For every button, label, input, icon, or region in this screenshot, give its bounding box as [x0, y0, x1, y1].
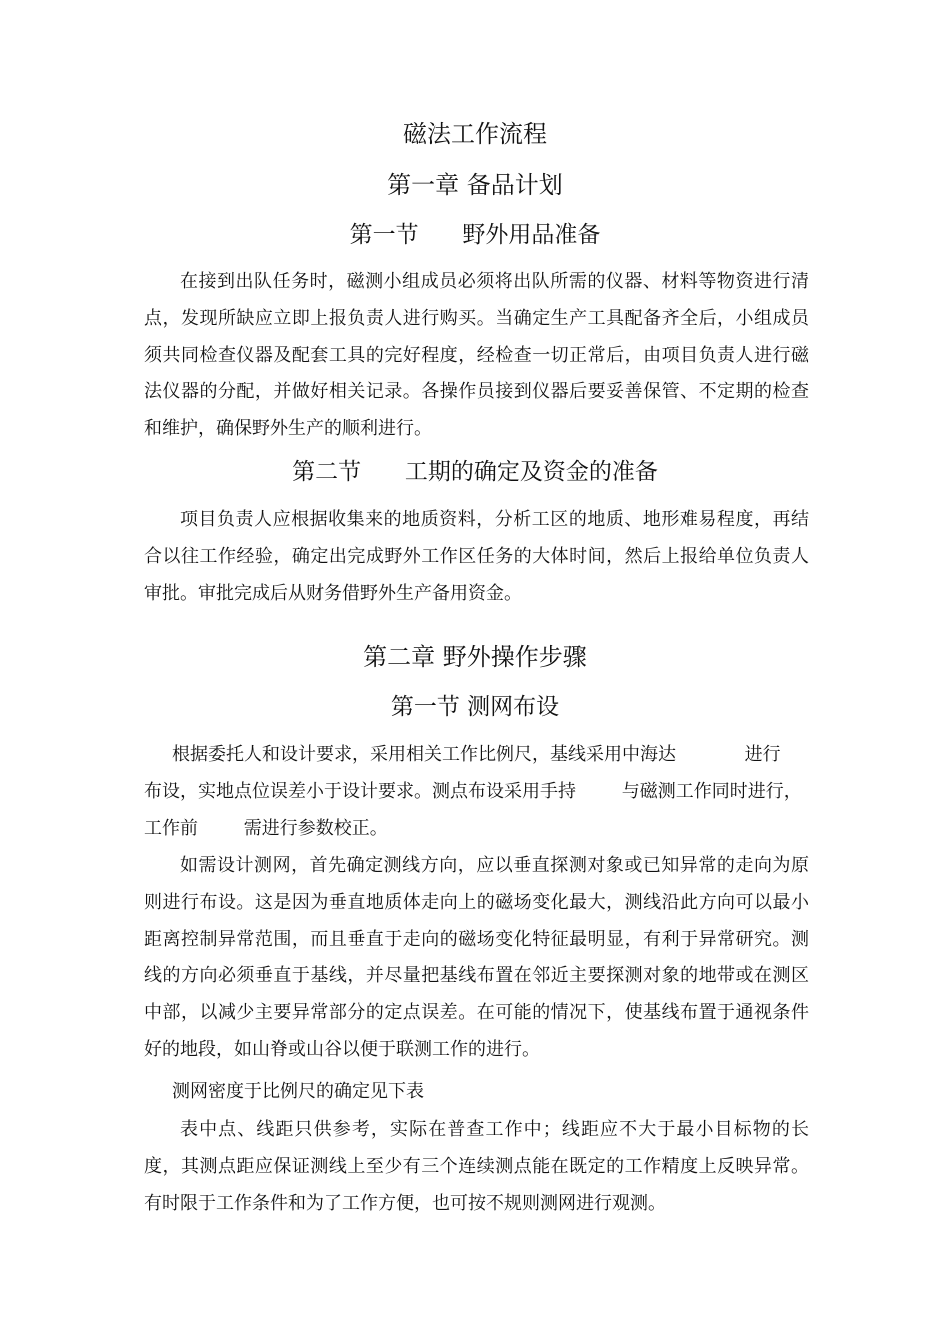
chapter-1-section-2-heading: 第二节 工期的确定及资金的准备 [292, 459, 658, 485]
chapter-2-section-1-heading: 第一节 测网布设 [390, 694, 560, 720]
document-title: 磁法工作流程 [403, 120, 547, 148]
chapter-2-section-1-line-2: 布设，实地点位误差小于设计要求。测点布设采用手持 与磁测工作同时进行， [144, 781, 802, 802]
table-note: 测网密度于比例尺的确定见下表 [172, 1081, 424, 1102]
chapter-1-heading: 第一章 备品计划 [387, 171, 563, 199]
chapter-1-section-2-paragraph: 项目负责人应根据收集来的地质资料，分析工区的地质、地形难易程度，再结合以往工作经验，确定出完成野外工作区任务的大体时间，然后上报给单位负责人审批。审批完成后从财务借野外生产备用资金。 [144, 509, 809, 604]
chapter-2-heading: 第二章 野外操作步骤 [363, 643, 587, 671]
chapter-2-section-1-line-3: 工作前 需进行参数校正。 [144, 818, 388, 839]
chapter-2-section-1-line-1: 根据委托人和设计要求，采用相关工作比例尺，基线采用中海达 进行 [172, 744, 781, 765]
chapter-2-section-1-paragraph-3: 表中点、线距只供参考，实际在普查工作中；线距应不大于最小目标物的长度，其测点距应保证测线上至少有三个连续测点能在既定的工作精度上反映异常。有时限于工作条件和为了工作方便，也可按不规则测网进行观测。 [144, 1119, 809, 1214]
chapter-1-section-1-paragraph: 在接到出队任务时，磁测小组成员必须将出队所需的仪器、材料等物资进行清点，发现所缺应立即上报负责人进行购买。当确定生产工具配备齐全后，小组成员须共同检查仪器及配套工具的完好程度，经检查一切正常后，由项目负责人进行磁法仪器的分配，并做好相关记录。各操作员接到仪器后要妥善保管、不定期的检查和维护，确保野外生产的顺利进行。 [144, 271, 809, 440]
chapter-1-section-1-heading: 第一节 野外用品准备 [349, 222, 601, 248]
chapter-2-section-1-paragraph-2: 如需设计测网，首先确定测线方向，应以垂直探测对象或已知异常的走向为原则进行布设。这是因为垂直地质体走向上的磁场变化最大，测线沿此方向可以最小距离控制异常范围，而且垂直于走向的磁场变化特征最明显，有利于异常研究。测线的方向必须垂直于基线，并尽量把基线布置在邻近主要探测对象的地带或在测区中部，以减少主要异常部分的定点误差。在可能的情况下，使基线布置于通视条件好的地段，如山脊或山谷以便于联测工作的进行。 [144, 855, 809, 1060]
